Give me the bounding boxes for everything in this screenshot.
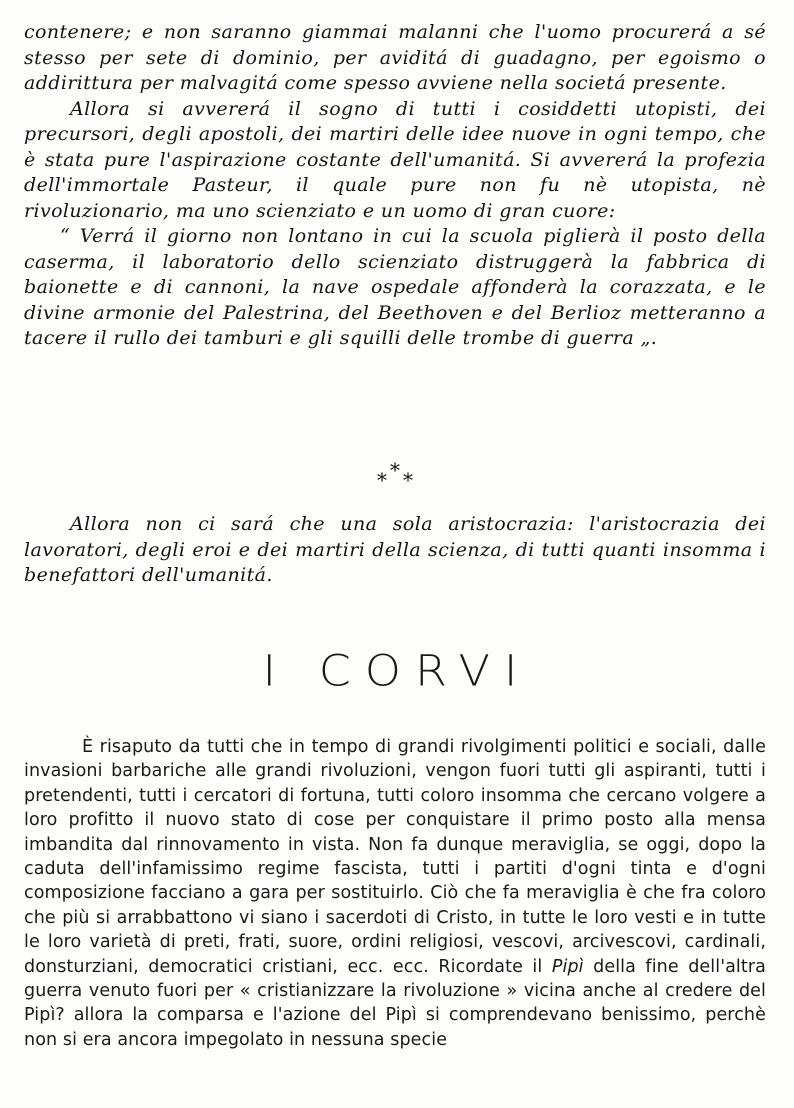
paragraph-utopists: Allora si avvererá il sogno di tutti i cosiddetti utopisti, dei precursori, degli apostoli, dei martiri delle idee nuove in ogni tempo, che è stata pure l'aspirazione costante dell'umanitá. Si avvererá la profezia dell'immortale Pasteur, il quale pure non fu nè utopista, nè rivoluzionario, ma uno scienziato e un uomo di gran cuore: [24,97,766,222]
asterism-icon [377,458,417,492]
article-body [24,735,766,1052]
asterism-star: * [390,458,400,482]
article-paragraph [24,735,766,1052]
paragraph-aristocracy: Allora non ci sará che una sola aristocrazia: l'aristocrazia dei lavoratori, degli eroi e dei martiri della scienza, di tutti quanti insomma i benefattori dell'umanitá. [24,513,766,586]
pasteur-quote: “ Verrá il giorno non lontano in cui la scuola piglierà il posto della caserma, il laboratorio dello scienziato distruggerà la fabbrica di baionette e di cannoni, la nave ospedale affonderà la corazzata, e le divine armonie del Palestrina, del Beethoven e del Berlioz metteranno a tacere il rullo dei tamburi e gli squilli delle trombe di guerra „. [24,225,766,349]
asterism-star: * [403,468,413,492]
paragraph-continuation: contenere; e non saranno giammai malanni che l'uomo procurerá a sé stesso per sete di dominio, per aviditá di guadagno, per egoismo o addirittura per malvagitá come spesso avviene nella societá presente. [24,21,766,94]
text-section-top [24,20,766,352]
section-separator [0,458,794,497]
article-text-part1: È risaputo da tutti che in tempo di grandi rivolgimenti politici e sociali, dalle invasioni barbariche alle grandi rivoluzioni, vengon fuori tutti gli aspiranti, tutti i pretendenti, tutti i cercatori di fortuna, tutti coloro insomma che cercano volgere a loro profitto il nuovo stato di cose per conquistare il primo posto alla mensa imbandita dal rinnovamento in vista. Non fa dunque meraviglia, se oggi, dopo la caduta dell'infamissimo regime fascista, tutti i partiti d'ogni tinta e d'ogni composizione facciano a gara per sostituirlo. Ciò che fa meraviglia è che fra coloro che più si arrabbattono vi siano i sacerdoti di Cristo, in tutte le loro vesti e in tutte le loro varietà di preti, frati, suore, ordini religiosi, vescovi, arcivescovi, cardinali, donsturziani, democratici cristiani, ecc. ecc. Ricordate il [24,737,766,977]
article-emphasis: Pipì [551,956,584,977]
article-title: I CORVI [262,646,532,696]
asterism-star: * [377,468,387,492]
text-section-closing [24,512,766,589]
article-text-part2: della fine dell'altra guerra venuto fuori per « cristianizzare la rivoluzione » vicina anche al credere del Pipì? allora la comparsa e l'azione del Pipì si comprendevano benissimo, perchè non si era ancora impegolato in nessuna specie [24,956,766,1050]
